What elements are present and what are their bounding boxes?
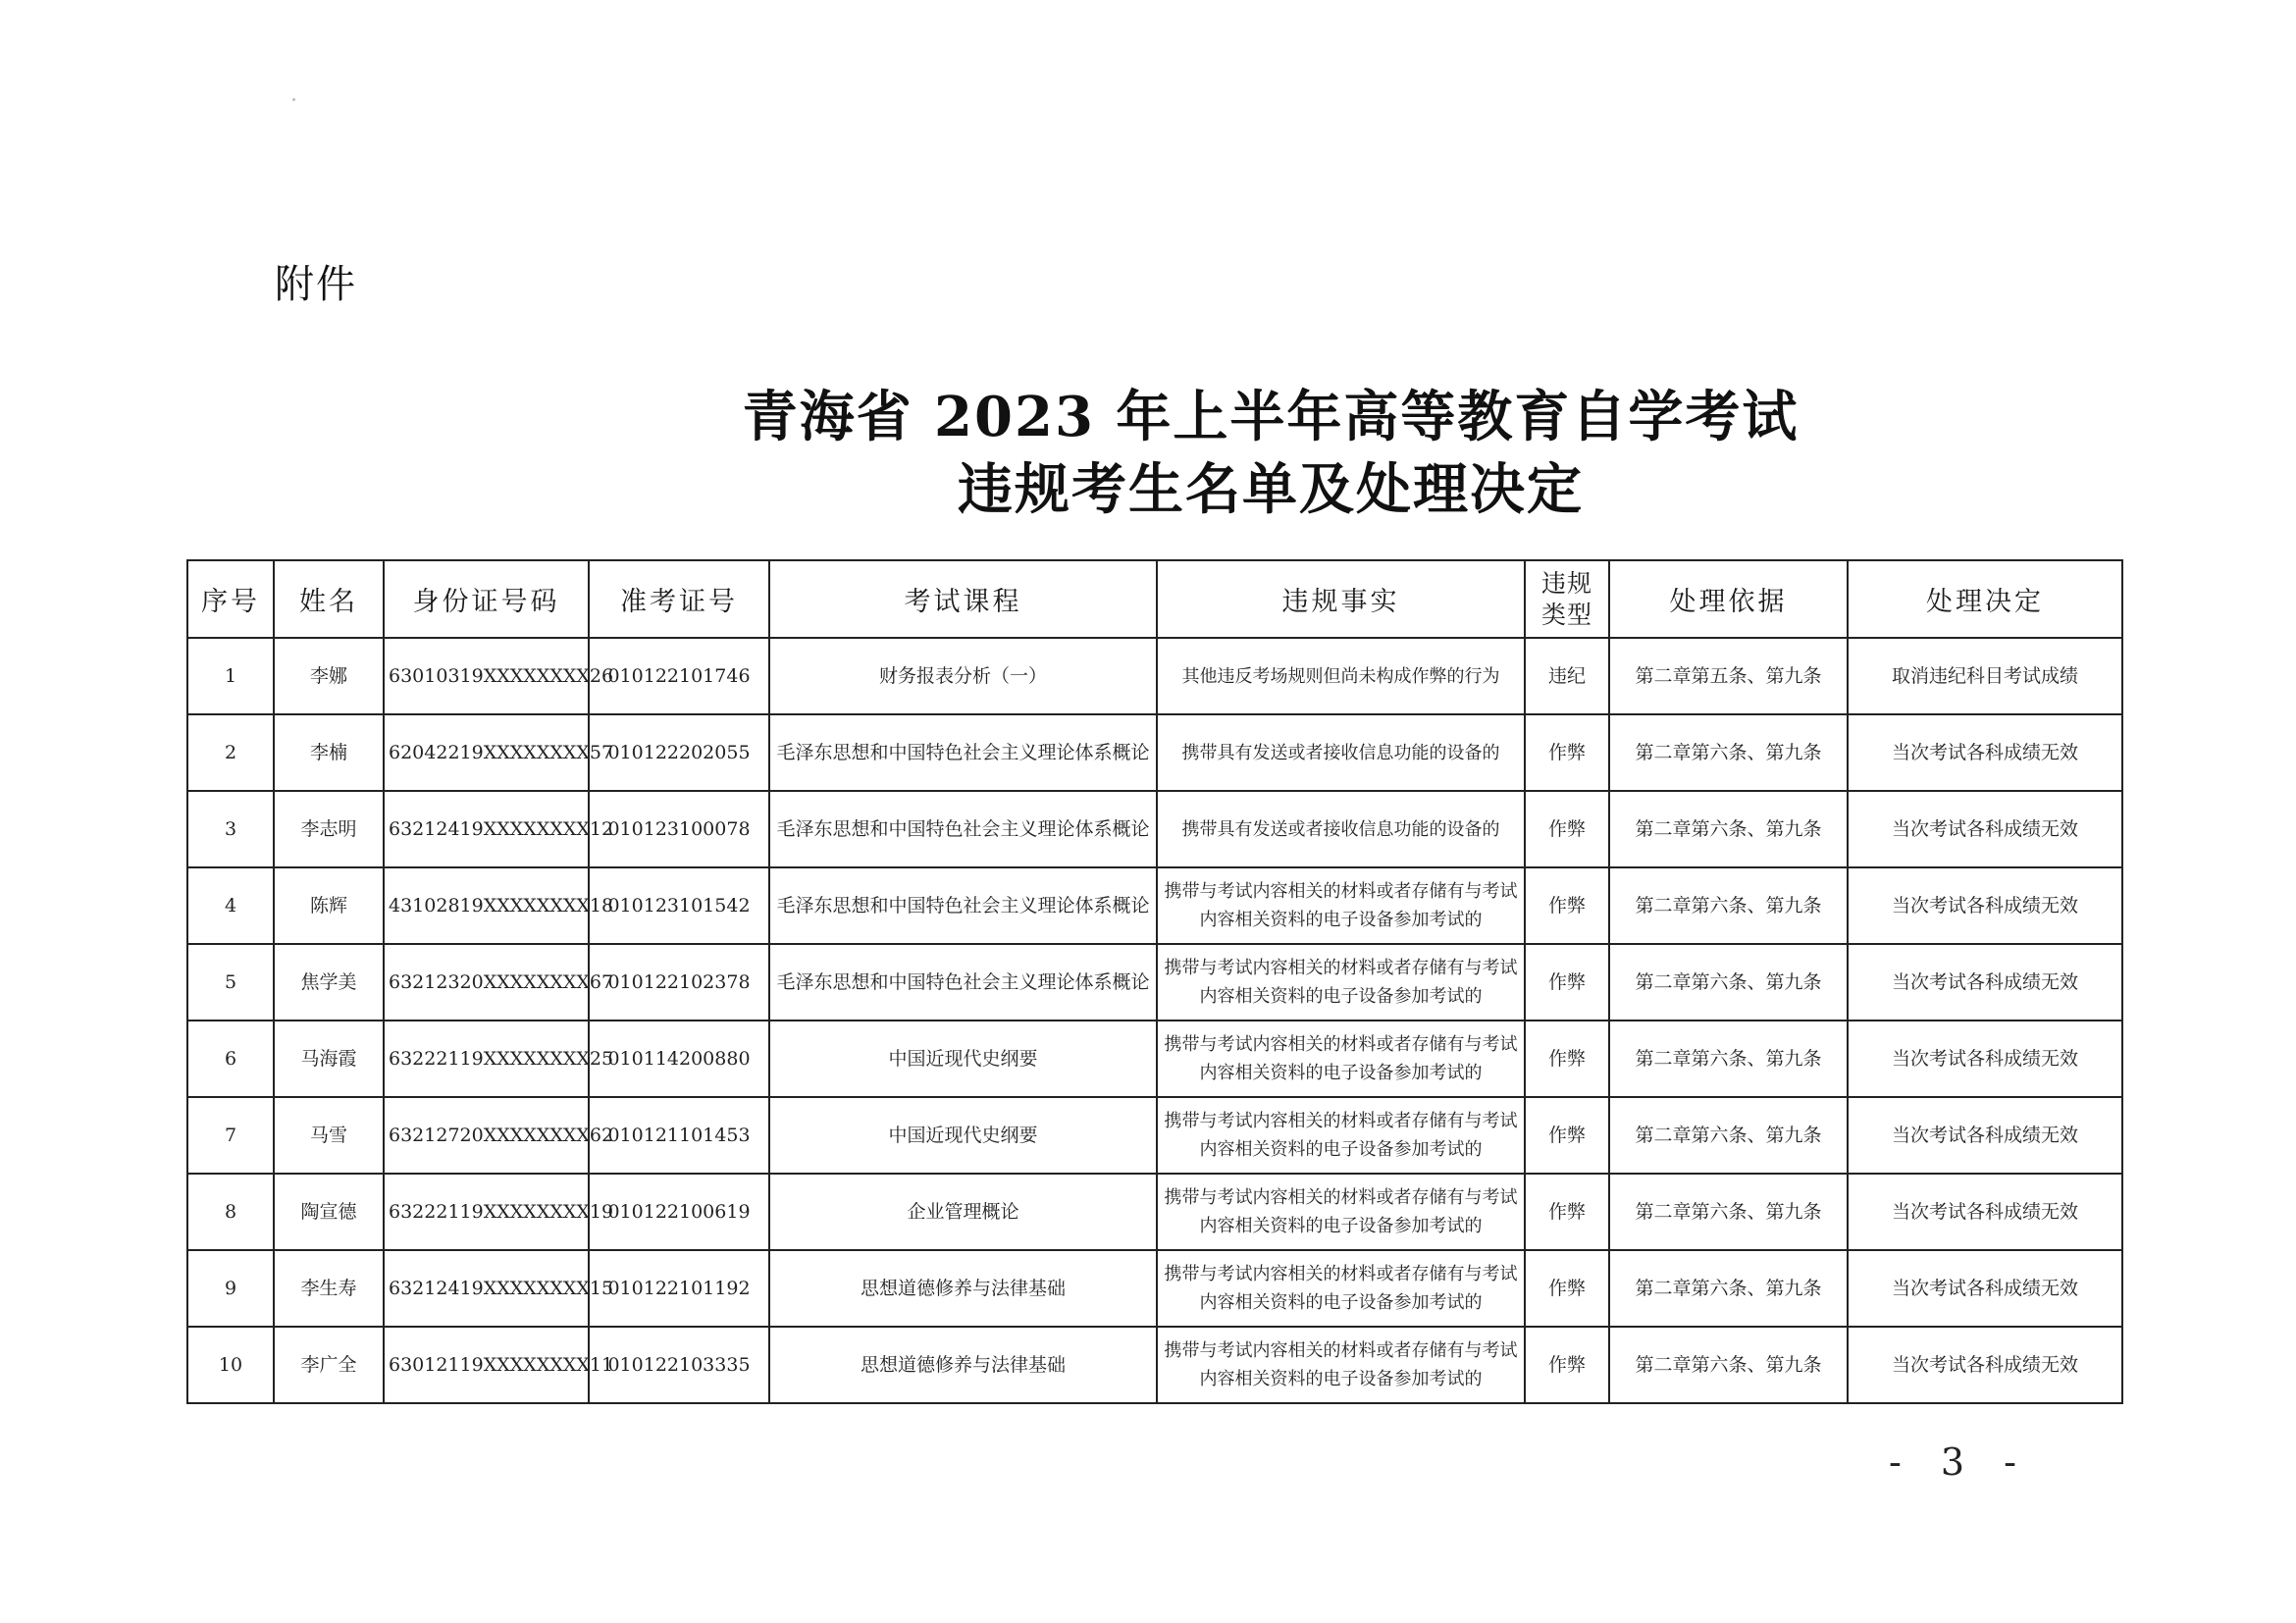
cell-exam-number: 010122102378 <box>589 944 769 1021</box>
cell-decision: 当次考试各科成绩无效 <box>1848 1174 2122 1250</box>
table-row <box>187 1327 2122 1403</box>
document-title-line2: 违规考生名单及处理决定 <box>958 457 1584 522</box>
cell-course: 中国近现代史纲要 <box>769 1097 1157 1174</box>
cell-no: 10 <box>187 1327 274 1403</box>
col-header-basis: 处理依据 <box>1609 560 1848 638</box>
cell-name: 李娜 <box>274 638 384 714</box>
cell-course: 毛泽东思想和中国特色社会主义理论体系概论 <box>769 867 1157 944</box>
cell-course: 企业管理概论 <box>769 1174 1157 1250</box>
cell-name: 李生寿 <box>274 1250 384 1327</box>
document-title-line1: 青海省 2023 年上半年高等教育自学考试 <box>742 385 1800 449</box>
cell-basis: 第二章第六条、第九条 <box>1609 1097 1848 1174</box>
col-header-id-number: 身份证号码 <box>384 560 589 638</box>
cell-name: 陈辉 <box>274 867 384 944</box>
cell-fact: 携带与考试内容相关的材料或者存储有与考试内容相关资料的电子设备参加考试的 <box>1157 944 1525 1021</box>
cell-exam-number: 010114200880 <box>589 1021 769 1097</box>
cell-id-number: 63212419XXXXXXXX15 <box>384 1250 589 1327</box>
table-row <box>187 1097 2122 1174</box>
cell-fact: 携带与考试内容相关的材料或者存储有与考试内容相关资料的电子设备参加考试的 <box>1157 1021 1525 1097</box>
table-row <box>187 714 2122 791</box>
cell-no: 6 <box>187 1021 274 1097</box>
col-header-decision: 处理决定 <box>1848 560 2122 638</box>
cell-no: 5 <box>187 944 274 1021</box>
cell-decision: 当次考试各科成绩无效 <box>1848 1097 2122 1174</box>
cell-decision: 当次考试各科成绩无效 <box>1848 944 2122 1021</box>
col-header-fact: 违规事实 <box>1157 560 1525 638</box>
cell-exam-number: 010122202055 <box>589 714 769 791</box>
cell-id-number: 63212320XXXXXXXX67 <box>384 944 589 1021</box>
cell-id-number: 63222119XXXXXXXX25 <box>384 1021 589 1097</box>
col-header-name: 姓名 <box>274 560 384 638</box>
attachment-label: 附件 <box>275 262 357 307</box>
cell-course: 毛泽东思想和中国特色社会主义理论体系概论 <box>769 714 1157 791</box>
page-number: - 3 - <box>1889 1440 2031 1484</box>
table-row <box>187 944 2122 1021</box>
cell-exam-number: 010123101542 <box>589 867 769 944</box>
cell-basis: 第二章第六条、第九条 <box>1609 867 1848 944</box>
table-body <box>187 638 2122 1403</box>
table-header-row <box>187 560 2122 638</box>
cell-name: 马雪 <box>274 1097 384 1174</box>
cell-fact: 携带具有发送或者接收信息功能的设备的 <box>1157 791 1525 867</box>
col-header-exam-number: 准考证号 <box>589 560 769 638</box>
cell-course: 中国近现代史纲要 <box>769 1021 1157 1097</box>
table-row <box>187 1021 2122 1097</box>
cell-fact: 携带与考试内容相关的材料或者存储有与考试内容相关资料的电子设备参加考试的 <box>1157 1174 1525 1250</box>
scan-speck <box>292 98 295 101</box>
cell-exam-number: 010123100078 <box>589 791 769 867</box>
cell-decision: 当次考试各科成绩无效 <box>1848 1250 2122 1327</box>
cell-id-number: 63222119XXXXXXXX19 <box>384 1174 589 1250</box>
cell-course: 思想道德修养与法律基础 <box>769 1250 1157 1327</box>
cell-basis: 第二章第五条、第九条 <box>1609 638 1848 714</box>
cell-no: 2 <box>187 714 274 791</box>
cell-decision: 取消违纪科目考试成绩 <box>1848 638 2122 714</box>
cell-exam-number: 010122101192 <box>589 1250 769 1327</box>
cell-basis: 第二章第六条、第九条 <box>1609 1250 1848 1327</box>
cell-type: 作弊 <box>1525 867 1609 944</box>
cell-name: 马海霞 <box>274 1021 384 1097</box>
cell-exam-number: 010122101746 <box>589 638 769 714</box>
cell-basis: 第二章第六条、第九条 <box>1609 791 1848 867</box>
cell-name: 李志明 <box>274 791 384 867</box>
cell-fact: 携带与考试内容相关的材料或者存储有与考试内容相关资料的电子设备参加考试的 <box>1157 1097 1525 1174</box>
table-row <box>187 1250 2122 1327</box>
cell-no: 1 <box>187 638 274 714</box>
cell-type: 作弊 <box>1525 1327 1609 1403</box>
cell-type: 作弊 <box>1525 791 1609 867</box>
cell-fact: 携带与考试内容相关的材料或者存储有与考试内容相关资料的电子设备参加考试的 <box>1157 867 1525 944</box>
cell-basis: 第二章第六条、第九条 <box>1609 1327 1848 1403</box>
cell-decision: 当次考试各科成绩无效 <box>1848 1021 2122 1097</box>
violation-table <box>186 559 2123 1404</box>
cell-no: 7 <box>187 1097 274 1174</box>
cell-name: 陶宣德 <box>274 1174 384 1250</box>
cell-type: 作弊 <box>1525 1174 1609 1250</box>
cell-basis: 第二章第六条、第九条 <box>1609 714 1848 791</box>
cell-name: 李楠 <box>274 714 384 791</box>
cell-decision: 当次考试各科成绩无效 <box>1848 791 2122 867</box>
cell-decision: 当次考试各科成绩无效 <box>1848 1327 2122 1403</box>
cell-id-number: 63212419XXXXXXXX12 <box>384 791 589 867</box>
cell-no: 3 <box>187 791 274 867</box>
cell-id-number: 62042219XXXXXXXX57 <box>384 714 589 791</box>
col-header-no: 序号 <box>187 560 274 638</box>
cell-no: 9 <box>187 1250 274 1327</box>
cell-id-number: 63010319XXXXXXXX26 <box>384 638 589 714</box>
cell-fact: 携带具有发送或者接收信息功能的设备的 <box>1157 714 1525 791</box>
cell-course: 财务报表分析（一） <box>769 638 1157 714</box>
cell-no: 4 <box>187 867 274 944</box>
cell-course: 思想道德修养与法律基础 <box>769 1327 1157 1403</box>
cell-course: 毛泽东思想和中国特色社会主义理论体系概论 <box>769 791 1157 867</box>
cell-no: 8 <box>187 1174 274 1250</box>
col-header-type: 违规类型 <box>1525 560 1609 638</box>
cell-id-number: 63212720XXXXXXXX62 <box>384 1097 589 1174</box>
cell-fact: 其他违反考场规则但尚未构成作弊的行为 <box>1157 638 1525 714</box>
table-row <box>187 1174 2122 1250</box>
cell-type: 作弊 <box>1525 1097 1609 1174</box>
cell-type: 作弊 <box>1525 944 1609 1021</box>
cell-type: 作弊 <box>1525 1250 1609 1327</box>
col-header-course: 考试课程 <box>769 560 1157 638</box>
cell-basis: 第二章第六条、第九条 <box>1609 944 1848 1021</box>
table-row <box>187 791 2122 867</box>
cell-fact: 携带与考试内容相关的材料或者存储有与考试内容相关资料的电子设备参加考试的 <box>1157 1327 1525 1403</box>
cell-decision: 当次考试各科成绩无效 <box>1848 714 2122 791</box>
cell-course: 毛泽东思想和中国特色社会主义理论体系概论 <box>769 944 1157 1021</box>
cell-basis: 第二章第六条、第九条 <box>1609 1174 1848 1250</box>
table-row <box>187 867 2122 944</box>
cell-name: 李广全 <box>274 1327 384 1403</box>
cell-fact: 携带与考试内容相关的材料或者存储有与考试内容相关资料的电子设备参加考试的 <box>1157 1250 1525 1327</box>
cell-exam-number: 010122100619 <box>589 1174 769 1250</box>
cell-exam-number: 010121101453 <box>589 1097 769 1174</box>
cell-decision: 当次考试各科成绩无效 <box>1848 867 2122 944</box>
table-row <box>187 638 2122 714</box>
cell-exam-number: 010122103335 <box>589 1327 769 1403</box>
cell-type: 作弊 <box>1525 714 1609 791</box>
cell-type: 作弊 <box>1525 1021 1609 1097</box>
cell-name: 焦学美 <box>274 944 384 1021</box>
cell-type: 违纪 <box>1525 638 1609 714</box>
cell-basis: 第二章第六条、第九条 <box>1609 1021 1848 1097</box>
cell-id-number: 63012119XXXXXXXX11 <box>384 1327 589 1403</box>
cell-id-number: 43102819XXXXXXXX18 <box>384 867 589 944</box>
